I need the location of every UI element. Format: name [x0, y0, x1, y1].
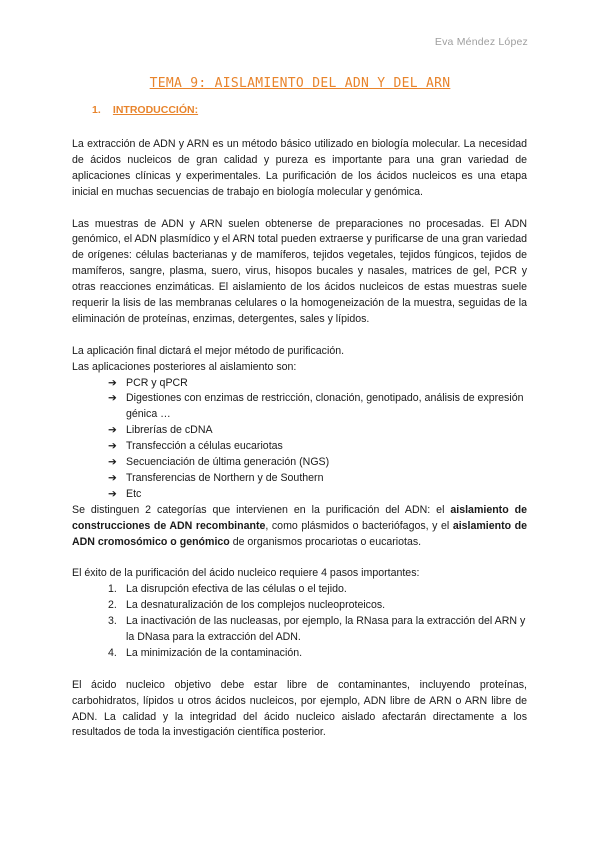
- arrow-icon: ➔: [108, 424, 117, 437]
- applications-list: [72, 376, 527, 503]
- paragraph-applications-intro: Las aplicaciones posteriores al aislamiento son:: [72, 360, 297, 373]
- list-item: 3. La inactivación de las nucleasas, por ejemplo, la RNasa para la extracción del ARN y la DNasa para la extracción del ADN.: [108, 615, 526, 644]
- page-title: TEMA 9: AISLAMIENTO DEL ADN Y DEL ARN: [149, 76, 451, 91]
- section-label: INTRODUCCIÓN:: [112, 104, 199, 116]
- section-number: 1.: [92, 104, 101, 116]
- list-item: ➔ PCR y qPCR: [108, 376, 527, 392]
- list-item: ➔ Digestiones con enzimas de restricción, clonación, genotipado, análisis de expresión génica …: [108, 392, 524, 421]
- list-item: ➔ Transferencias de Northern y de Southern: [108, 471, 527, 487]
- document-body: [72, 137, 527, 741]
- list-item: ➔ Secuenciación de última generación (NGS): [108, 455, 527, 471]
- arrow-icon: ➔: [108, 376, 117, 389]
- arrow-icon: ➔: [108, 487, 117, 500]
- section-heading: [92, 104, 198, 116]
- paragraph-intro: La extracción de ADN y ARN es un método básico utilizado en biología molecular. La necesidad de ácidos nucleicos de gran calidad y pureza es importante para una gran variedad de aplicaciones clínicas y experimentales. La purificación de los ácidos nucleicos es una etapa inicial en muchas secuencias de trabajo en biología molecular y genómica.: [72, 138, 527, 198]
- arrow-icon: ➔: [108, 456, 117, 469]
- list-item: 1. La disrupción efectiva de las células o el tejido.: [108, 583, 347, 596]
- author-name: Eva Méndez López: [434, 36, 528, 48]
- list-item: ➔ Librerías de cDNA: [108, 423, 527, 439]
- arrow-icon: ➔: [108, 440, 117, 453]
- paragraph-categories: Se distinguen 2 categorías que intervienen en la purificación del ADN: el aislamiento de construcciones de ADN recombinante, como plásmidos o bacteriófagos, y el aislamiento de ADN cromosómico o genómico de organismos procariotas o eucariotas.: [72, 503, 528, 548]
- paragraph-steps-intro: El éxito de la purificación del ácido nucleico requiere 4 pasos importantes:: [72, 567, 420, 580]
- list-item: ➔ Etc: [108, 487, 527, 503]
- arrow-icon: ➔: [108, 392, 117, 405]
- paragraph-application: La aplicación final dictará el mejor método de purificación.: [72, 344, 345, 357]
- list-item: 4. La minimización de la contaminación.: [108, 646, 303, 659]
- list-item: ➔ Transfección a células eucariotas: [108, 439, 527, 455]
- arrow-icon: ➔: [108, 472, 117, 484]
- list-item: 2. La desnaturalización de los complejos nucleoproteicos.: [108, 599, 386, 612]
- steps-list: [72, 582, 527, 662]
- paragraph-final: El ácido nucleico objetivo debe estar libre de contaminantes, incluyendo proteínas, carbohidratos, lípidos u otros ácidos nucleicos, por ejemplo, ADN libre de ARN o ARN libre de ADN. La calidad y la integridad del ácido nucleico aislado afectarán directamente a los resultados de toda la investigación científica posterior.: [72, 678, 527, 739]
- paragraph-samples: Las muestras de ADN y ARN suelen obtenerse de preparaciones no procesadas. El ADN genómico, el ADN plasmídico y el ARN total pueden extraerse y purificarse de una gran variedad de orígenes: células bacterianas y de mamíferos, tejidos vegetales, tejidos fúngicos, tejidos de mamíferos, sangre, plasma, suero, virus, hisopos bucales y nasales, matrices de gel, PCR y otras reacciones enzimáticas. El aislamiento de los ácidos nucleicos de estas muestras suele requerir la lisis de las membranas celulares o la homogeneización de la muestra, seguidas de la eliminación de proteínas, enzimas, detergentes, sales y lípidos.: [72, 217, 527, 325]
